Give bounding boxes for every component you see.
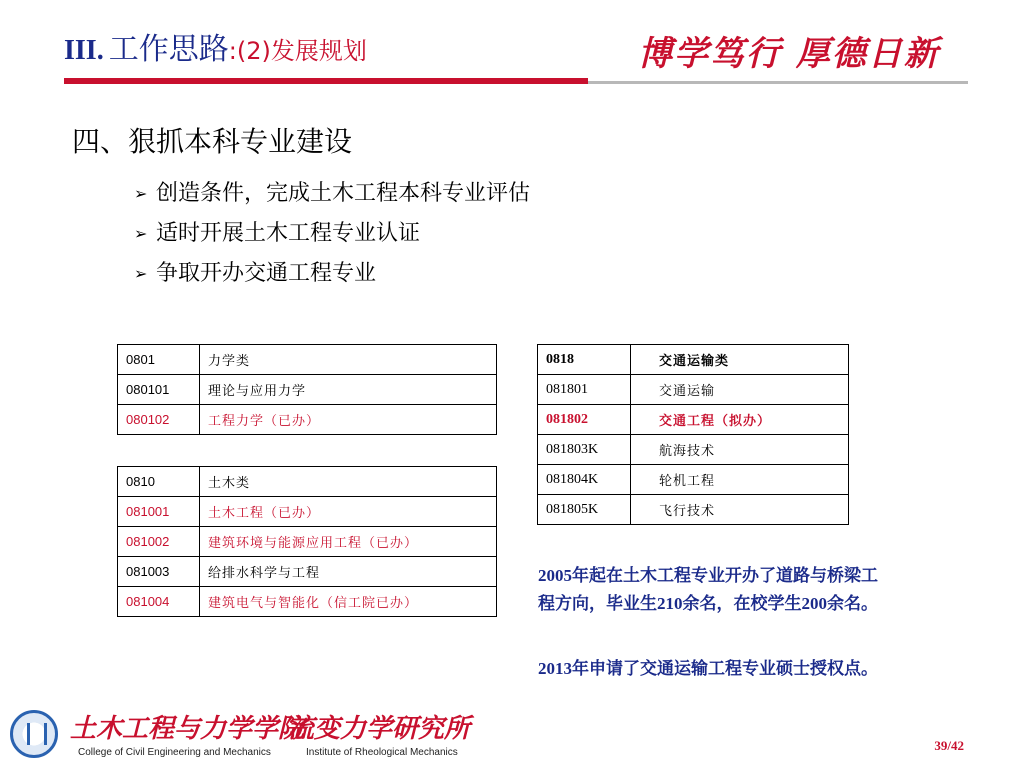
- major-code: 081003: [118, 557, 200, 587]
- table-row: [118, 587, 497, 617]
- table-row: [118, 497, 497, 527]
- bullet-item: [134, 214, 530, 254]
- major-name: 土木类: [200, 467, 497, 497]
- arrow-bullet-icon: ➢: [134, 184, 148, 203]
- note-text: 2013年申请了交通运输工程专业硕士授权点。: [538, 659, 878, 678]
- section-heading: 四、狠抓本科专业建设: [72, 125, 353, 158]
- major-code: 0818: [538, 345, 631, 375]
- major-code: 081001: [118, 497, 200, 527]
- bullet-text: 争取开办交通工程专业: [156, 261, 377, 286]
- major-name: 给排水科学与工程: [200, 557, 497, 587]
- major-code: 081805K: [538, 495, 631, 525]
- college-name-english: College of Civil Engineering and Mechanics: [78, 747, 271, 758]
- title-subtitle: :(2)发展规划: [228, 37, 367, 65]
- major-name: 理论与应用力学: [200, 375, 497, 405]
- table-row: [118, 527, 497, 557]
- major-code: 081801: [538, 375, 631, 405]
- major-code: 081802: [538, 405, 631, 435]
- title-roman-numeral: III.: [64, 35, 104, 66]
- major-code: 081803K: [538, 435, 631, 465]
- table-row: [538, 345, 849, 375]
- table-row: [118, 467, 497, 497]
- major-name: 交通运输类: [631, 345, 849, 375]
- major-name: 交通工程（拟办）: [631, 405, 849, 435]
- bullet-text: 创造条件，完成土木工程本科专业评估: [156, 181, 531, 206]
- bullet-text: 适时开展土木工程专业认证: [156, 221, 421, 246]
- arrow-bullet-icon: ➢: [134, 224, 148, 243]
- major-code: 081004: [118, 587, 200, 617]
- table-row: [118, 405, 497, 435]
- major-name: 力学类: [200, 345, 497, 375]
- title-rule-red: [64, 78, 588, 84]
- major-code: 081804K: [538, 465, 631, 495]
- table-row: [118, 375, 497, 405]
- page-number: 39/42: [934, 738, 964, 753]
- table-row: [538, 435, 849, 465]
- major-name: 建筑环境与能源应用工程（已办）: [200, 527, 497, 557]
- table-row: [538, 405, 849, 435]
- university-motto: 博学笃行 厚德日新: [638, 34, 940, 74]
- title-rule-grey: [588, 81, 968, 84]
- bullet-item: [134, 254, 530, 294]
- major-name: 航海技术: [631, 435, 849, 465]
- civil-major-table: [117, 466, 497, 617]
- college-logo-chinese: 土木工程与力学学院: [70, 714, 305, 744]
- major-name: 轮机工程: [631, 465, 849, 495]
- bullet-list: [134, 174, 530, 294]
- title-main: 工作思路: [108, 32, 229, 67]
- slide-title: [64, 30, 367, 70]
- major-code: 080101: [118, 375, 200, 405]
- note-text: 2005年起在土木工程专业开办了道路与桥梁工程方向，毕业生210余名，在校学生200余名。: [538, 566, 878, 613]
- table-row: [538, 375, 849, 405]
- bullet-item: [134, 174, 530, 214]
- major-name: 飞行技术: [631, 495, 849, 525]
- table-row: [118, 557, 497, 587]
- major-code: 080102: [118, 405, 200, 435]
- institute-logo-chinese: 流变力学研究所: [288, 714, 471, 744]
- major-code: 0801: [118, 345, 200, 375]
- table-row: [538, 465, 849, 495]
- table-row: [118, 345, 497, 375]
- major-name: 建筑电气与智能化（信工院已办）: [200, 587, 497, 617]
- arrow-bullet-icon: ➢: [134, 264, 148, 283]
- mechanics-major-table: [117, 344, 497, 435]
- major-code: 081002: [118, 527, 200, 557]
- major-name: 工程力学（已办）: [200, 405, 497, 435]
- university-seal-logo: [10, 710, 58, 758]
- transport-major-table: [537, 344, 849, 525]
- major-name: 交通运输: [631, 375, 849, 405]
- major-name: 土木工程（已办）: [200, 497, 497, 527]
- table-row: [538, 495, 849, 525]
- major-code: 0810: [118, 467, 200, 497]
- institute-name-english: Institute of Rheological Mechanics: [306, 747, 458, 758]
